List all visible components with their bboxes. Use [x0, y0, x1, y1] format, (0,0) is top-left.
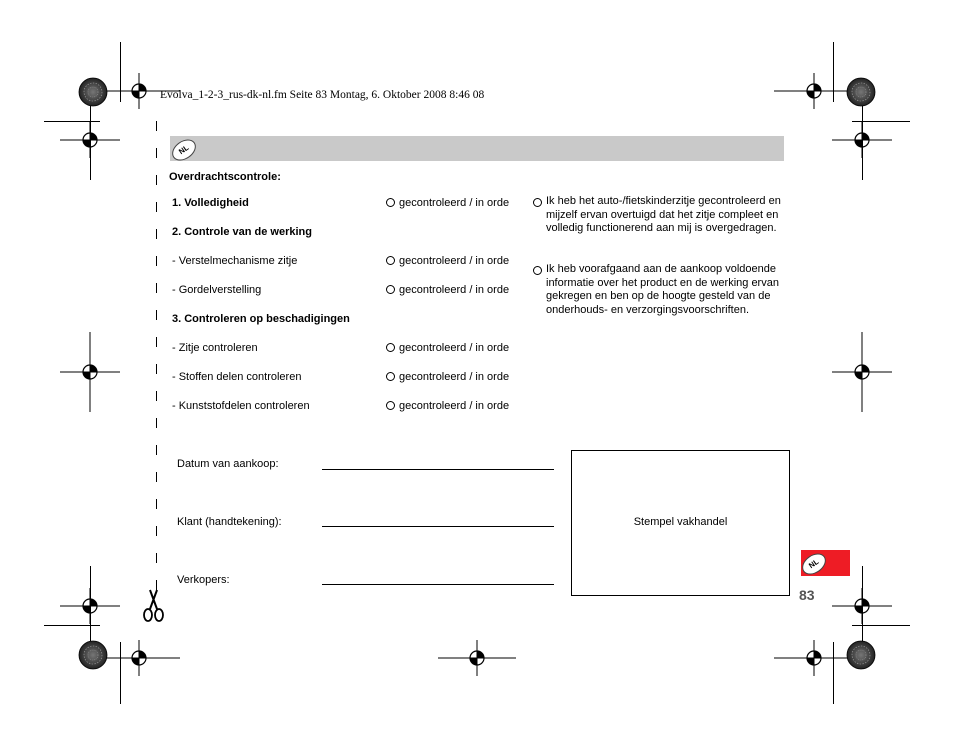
dealer-stamp-label: Stempel vakhandel [633, 516, 728, 528]
purchase-date-label: Datum van aankoop: [177, 458, 279, 470]
page-number: 83 [799, 587, 815, 603]
purchase-date-line[interactable] [322, 469, 554, 470]
sellers-line[interactable] [322, 584, 554, 585]
check-option[interactable]: gecontroleerd / in orde [386, 400, 509, 412]
check-option[interactable]: gecontroleerd / in orde [386, 255, 509, 267]
star-target [79, 641, 107, 669]
customer-signature-label: Klant (handtekening): [177, 516, 282, 528]
check-option[interactable]: gecontroleerd / in orde [386, 371, 509, 383]
checkbox-circle[interactable] [386, 372, 395, 381]
checklist-item-seat-adjust: - Verstelmechanisme zitje [172, 255, 298, 267]
checklist-item-fabric-check: - Stoffen delen controleren [172, 371, 302, 383]
checklist-item-belt-adjust: - Gordelverstelling [172, 284, 262, 296]
statement-information: Ik heb voorafgaand aan de aankoop voldoende informatie over het product en de werking ervan gekregen en ben op de hoogte gesteld van de onderhouds- en verzorgingsvoorschriften. [546, 263, 779, 316]
star-target [847, 641, 875, 669]
check-option[interactable]: gecontroleerd / in orde [386, 284, 509, 296]
checkbox-circle[interactable] [386, 401, 395, 410]
star-target [79, 78, 107, 106]
dealer-stamp-box[interactable] [571, 450, 790, 596]
checkbox-circle[interactable] [386, 285, 395, 294]
checklist-item-seat-check: - Zitje controleren [172, 342, 258, 354]
statement-checkbox[interactable] [533, 198, 542, 207]
customer-signature-line[interactable] [322, 526, 554, 527]
section-band [170, 136, 784, 161]
statement-handover: Ik heb het auto-/fietskinderzitje gecontroleerd en mijzelf ervan overtuigd dat het zitje compleet en volledig functionerend aan mij is overgedragen. [546, 195, 781, 235]
scissors-icon [140, 588, 168, 626]
sellers-label: Verkopers: [177, 574, 230, 586]
language-tab-badge: NL [798, 549, 830, 579]
check-option[interactable]: gecontroleerd / in orde [386, 342, 509, 354]
checklist-item-completeness: 1. Volledigheid [172, 197, 249, 209]
checklist-item-function: 2. Controle van de werking [172, 226, 312, 238]
star-target [847, 78, 875, 106]
language-badge: NL [168, 135, 200, 165]
checkbox-circle[interactable] [386, 343, 395, 352]
file-info-header: Evolva_1-2-3_rus-dk-nl.fm Seite 83 Montag, 6. Oktober 2008 8:46 08 [160, 89, 485, 101]
checklist-item-damage: 3. Controleren op beschadigingen [172, 313, 350, 325]
statement-checkbox[interactable] [533, 266, 542, 275]
checkbox-circle[interactable] [386, 198, 395, 207]
checklist-item-plastic-check: - Kunststofdelen controleren [172, 400, 310, 412]
check-option[interactable]: gecontroleerd / in orde [386, 197, 509, 209]
checkbox-circle[interactable] [386, 256, 395, 265]
section-title: Overdrachtscontrole: [169, 171, 281, 183]
